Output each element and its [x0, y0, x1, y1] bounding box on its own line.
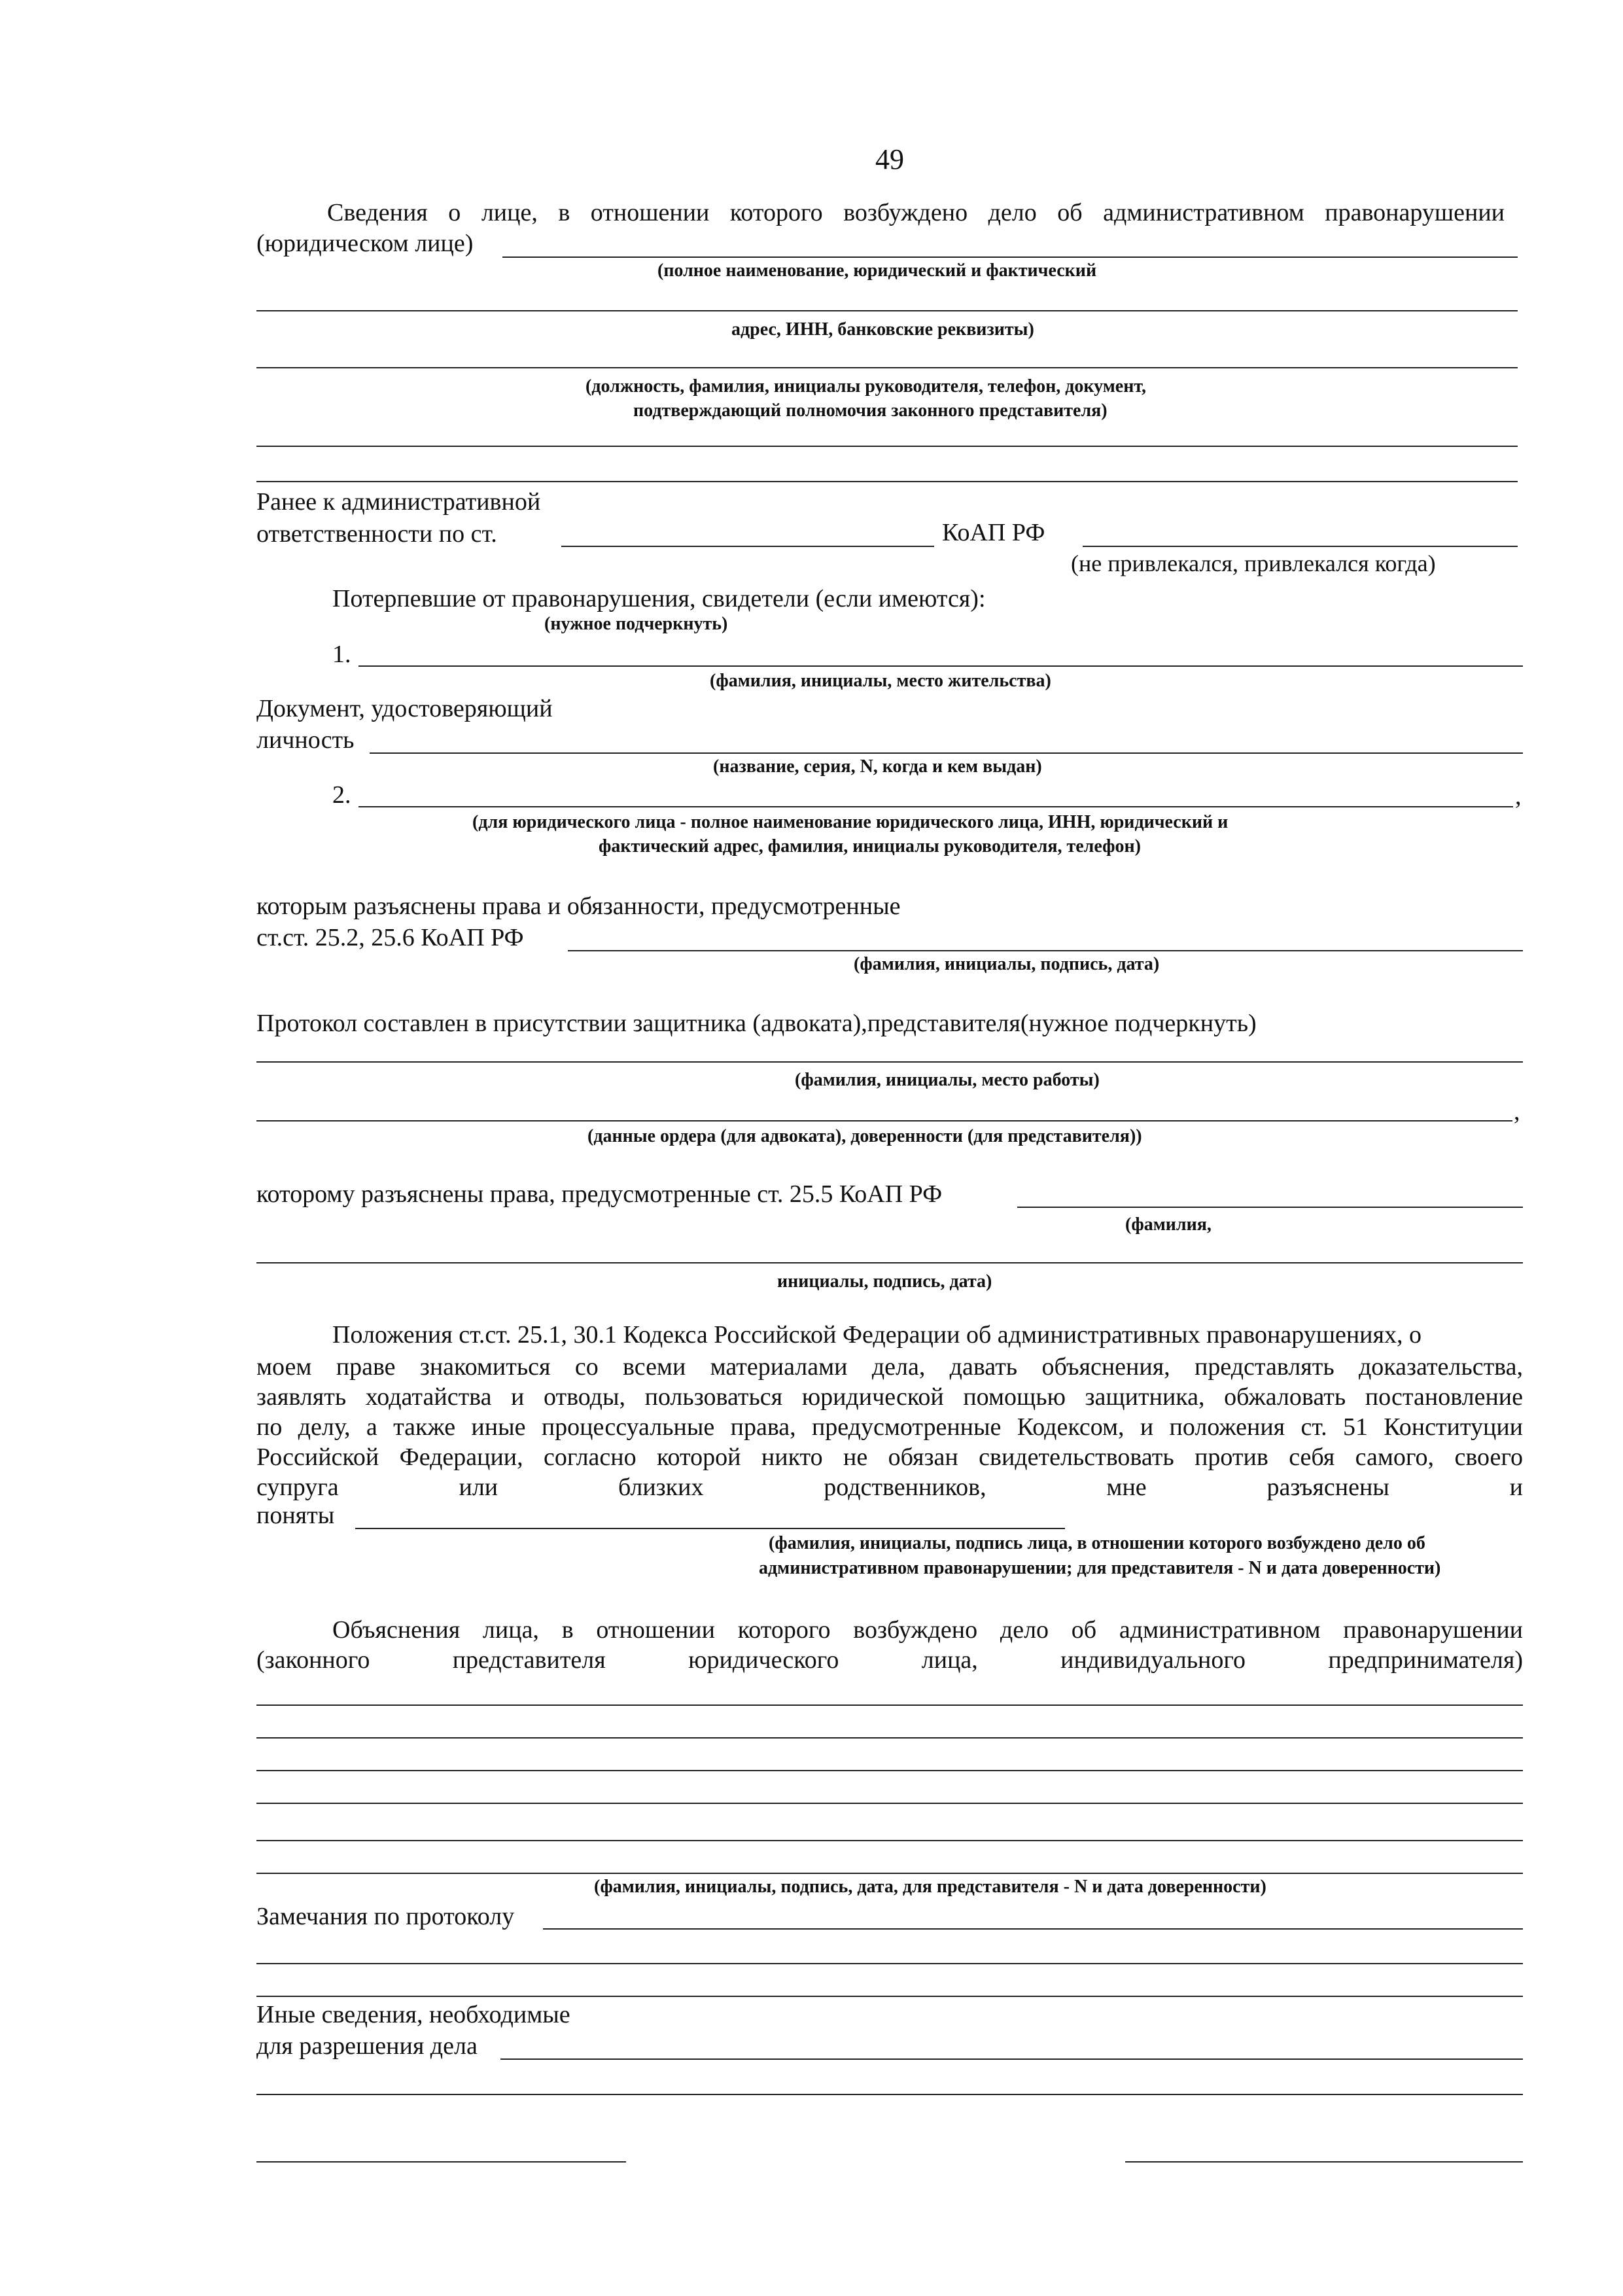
koap-label: КоАП РФ — [942, 519, 1045, 546]
explanation-line[interactable] — [256, 1704, 1523, 1706]
defender-name-line[interactable] — [256, 1061, 1523, 1063]
witness-2-hint-1: (для юридического лица - полное наименование юридического лица, ИНН, юридический и — [472, 812, 1229, 832]
other-info-line[interactable] — [500, 2058, 1523, 2060]
defender-hint-1: (фамилия, инициалы, место работы) — [795, 1070, 1100, 1090]
defender-rights-line[interactable] — [1017, 1207, 1523, 1208]
signature-line-left[interactable] — [256, 2161, 626, 2163]
prior-when-line[interactable] — [1083, 546, 1518, 547]
rights-hint: (фамилия, инициалы, подпись, дата) — [854, 954, 1160, 974]
other-info-label-1: Иные сведения, необходимые — [256, 2001, 570, 2028]
defender-signature-line[interactable] — [256, 1262, 1523, 1263]
signature-line-right[interactable] — [1125, 2161, 1523, 2163]
prior-article-line[interactable] — [561, 546, 934, 547]
prior-label-1: Ранее к административной — [256, 488, 541, 516]
blank-line[interactable] — [256, 481, 1518, 482]
victims-hint: (нужное подчеркнуть) — [544, 614, 728, 634]
legal-entity-hint: (полное наименование, юридический и фактический — [657, 260, 1097, 281]
explanation-line[interactable] — [256, 1803, 1523, 1804]
address-line[interactable] — [256, 310, 1518, 311]
remarks-line[interactable] — [256, 1963, 1523, 1964]
rights-signature-line[interactable] — [568, 950, 1523, 951]
victims-title: Потерпевшие от правонарушения, свидетели (если имеются): — [332, 585, 986, 612]
witness-1-hint: (фамилия, инициалы, место жительства) — [710, 671, 1051, 691]
id-doc-label-2: личность — [256, 726, 355, 754]
witness-2-line[interactable] — [358, 806, 1513, 807]
explanation-line[interactable] — [256, 1770, 1523, 1771]
defender-hint-2: (данные ордера (для адвоката), доверенности (для представителя)) — [587, 1126, 1142, 1146]
provisions-signature-line[interactable] — [355, 1528, 1065, 1529]
provisions-line-3: заявлять ходатайства и отводы, пользоваться юридической помощью защитника, обжаловать постановление — [256, 1383, 1523, 1411]
explanations-line-1: Объяснения лица, в отношении которого возбуждено дело об административном правонарушении — [332, 1616, 1523, 1644]
explanation-line[interactable] — [256, 1873, 1523, 1874]
other-info-line[interactable] — [256, 2094, 1523, 2095]
defender-warrant-line[interactable] — [256, 1120, 1512, 1122]
witness-1-number: 1. — [332, 641, 351, 668]
witness-2-hint-2: фактический адрес, фамилия, инициалы руководителя, телефон) — [599, 836, 1141, 857]
provisions-line-6: супруга или близких родственников, мне разъяснены и — [256, 1474, 1523, 1501]
director-hint-2: подтверждающий полномочия законного представителя) — [633, 400, 1108, 421]
witness-2-number: 2. — [332, 781, 351, 809]
director-line[interactable] — [256, 367, 1518, 368]
director-hint-1: (должность, фамилия, инициалы руководителя, телефон, документ, — [585, 376, 1147, 397]
witness-1-line[interactable] — [358, 665, 1523, 667]
other-info-label-2: для разрешения дела — [256, 2032, 478, 2060]
explanation-line[interactable] — [256, 1840, 1523, 1841]
defender-rights: которому разъяснены права, предусмотренные ст. 25.5 КоАП РФ — [256, 1180, 943, 1208]
provisions-line-5: Российской Федерации, согласно которой никто не обязан свидетельствовать против себя самого, своего — [256, 1443, 1523, 1471]
provisions-hint-2: административном правонарушении; для представителя - N и дата доверенности) — [759, 1558, 1441, 1578]
provisions-line-2: моем праве знакомиться со всеми материалами дела, давать объяснения, представлять доказательства, — [256, 1353, 1523, 1381]
id-doc-line[interactable] — [370, 752, 1523, 754]
defender-hint-4: инициалы, подпись, дата) — [777, 1271, 992, 1292]
blank-line[interactable] — [256, 446, 1518, 447]
provisions-understood: поняты — [256, 1502, 335, 1529]
id-doc-label-1: Документ, удостоверяющий — [256, 695, 553, 722]
provisions-hint-1: (фамилия, инициалы, подпись лица, в отношении которого возбуждено дело об — [769, 1533, 1425, 1553]
rights-line-1: которым разъяснены права и обязанности, предусмотренные — [256, 892, 901, 920]
prior-label-2: ответственности по ст. — [256, 520, 497, 548]
rights-line-2: ст.ст. 25.2, 25.6 КоАП РФ — [256, 924, 524, 951]
page-number: 49 — [875, 143, 904, 175]
person-info-heading: Сведения о лице, в отношении которого возбуждено дело об административном правонарушении — [327, 199, 1505, 226]
legal-entity-label: (юридическом лице) — [256, 230, 474, 257]
remarks-line[interactable] — [543, 1928, 1523, 1930]
explanations-hint: (фамилия, инициалы, подпись, дата, для представителя - N и дата доверенности) — [594, 1877, 1266, 1897]
id-doc-hint: (название, серия, N, когда и кем выдан) — [713, 756, 1042, 777]
address-hint: адрес, ИНН, банковские реквизиты) — [731, 319, 1034, 340]
remarks-label: Замечания по протоколу — [256, 1903, 515, 1930]
explanation-line[interactable] — [256, 1737, 1523, 1739]
explanations-line-2: (законного представителя юридического лица, индивидуального предпринимателя) — [256, 1646, 1523, 1674]
prior-hint: (не привлекался, привлекался когда) — [1071, 550, 1436, 576]
defender-hint-3: (фамилия, — [1125, 1214, 1212, 1235]
legal-entity-line[interactable] — [502, 256, 1518, 258]
defender-comma: , — [1514, 1098, 1520, 1125]
provisions-line-1: Положения ст.ст. 25.1, 30.1 Кодекса Российской Федерации об административных правонарушениях, о — [332, 1321, 1422, 1349]
witness-2-comma: , — [1515, 783, 1522, 810]
defender-line: Протокол составлен в присутствии защитника (адвоката),представителя(нужное подчеркнуть) — [256, 1010, 1257, 1037]
remarks-line[interactable] — [256, 1996, 1523, 1997]
provisions-line-4: по делу, а также иные процессуальные права, предусмотренные Кодексом, и положения ст. 51 Конституции — [256, 1413, 1523, 1441]
